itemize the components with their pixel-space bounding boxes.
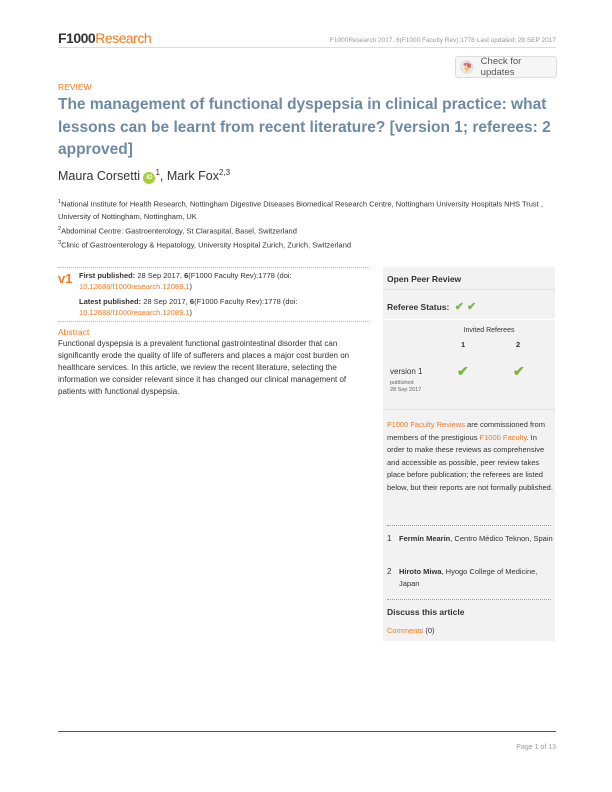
latest-published-citation: (F1000 Faculty Rev):1778 (doi: (194, 297, 298, 306)
authors-line: Maura Corsetti $iD^1$, Mark Fox$^{2,3}$ (58, 168, 231, 184)
panel-divider (383, 409, 555, 410)
referee-number: 2 (387, 567, 392, 576)
referee-number: 1 (387, 534, 392, 543)
version-tag: v1 (58, 271, 73, 286)
affiliation-text: National Institute for Health Research, Nottingham Digestive Diseases Biomedical Research Centre, Nottingham University Hospitals NHS Trust , University of Nottingham, Nottingham, UK (58, 199, 543, 221)
comments-count: (0) (425, 626, 435, 635)
faculty-reviews-link[interactable]: F1000 Faculty Reviews (387, 420, 465, 429)
referee-status-label: Referee Status: (387, 302, 450, 312)
latest-published-close: ) (189, 308, 193, 317)
f1000research-logo[interactable] (58, 30, 151, 46)
first-published-doi-link[interactable]: 10.12688/f1000research.12089.1 (79, 282, 190, 291)
first-published-citation: (F1000 Faculty Rev):1778 (doi: (188, 271, 292, 280)
version-1-label[interactable]: version 1 (390, 367, 423, 376)
comments (387, 626, 435, 635)
comments-link[interactable]: Comments (387, 626, 424, 635)
version-published-date (390, 380, 421, 394)
open-peer-review-title: Open Peer Review (387, 274, 462, 284)
publication-info (79, 270, 369, 322)
panel-divider (383, 319, 555, 320)
latest-published-volume: 6 (189, 297, 195, 306)
first-published-volume: 6 (184, 271, 189, 280)
peer-review-info (387, 419, 553, 494)
header-divider (58, 47, 556, 48)
affiliation-text: Clinic of Gastroenterology & Hepatology, University Hospital Zurich, Zurich, Switzerland (61, 240, 352, 250)
pubinfo-top-divider (58, 267, 370, 268)
approved-check-icon: ✔ (454, 301, 464, 313)
latest-published-date: 28 Sep 2017, (143, 297, 190, 306)
latest-published-label: Latest published: (79, 297, 142, 306)
referee-1-approved-icon[interactable]: ✔ (457, 363, 469, 379)
affiliation-text: Abdominal Centre: Gastroenterology, St Claraspital, Basel, Switzerland (61, 226, 297, 235)
discuss-title: Discuss this article (387, 607, 465, 617)
referee-column-2: 2 (516, 340, 521, 349)
author-affiliation-sup: 2,3 (218, 168, 231, 177)
crossmark-icon (460, 60, 474, 74)
invited-referees-label: Invited Referees (463, 327, 515, 334)
affiliation-item (58, 196, 558, 223)
page-number: Page 1 of 13 (516, 744, 556, 751)
referee-affiliation: , Centro Médico Teknon, Spain (450, 534, 553, 543)
faculty-link[interactable]: F1000 Faculty (479, 432, 527, 442)
referee-list-divider (387, 525, 551, 526)
info-text: are commissioned from members of the prestigious (387, 420, 545, 442)
latest-published (79, 296, 369, 318)
first-published-label: First published: (79, 271, 136, 280)
author-name[interactable]: Maura Corsetti (58, 169, 140, 184)
open-peer-review-panel (383, 267, 555, 641)
latest-published-doi-link[interactable]: 10.12688/f1000research.12089.1 (79, 308, 190, 317)
referee-status (387, 300, 476, 313)
referee-name[interactable]: Hiroto Miwa (399, 567, 442, 576)
referee-2-approved-icon[interactable]: ✔ (513, 363, 525, 379)
orcid-icon[interactable]: iD (143, 172, 155, 184)
published-label: published (390, 380, 414, 386)
info-text: . In order to make these reviews as comprehensive and accessible as possible, peer review takes place before publication; the referees are listed below, but their reports are not formally published. (387, 432, 553, 492)
header-citation: F1000Research 2017, 6(F1000 Faculty Rev):1778 Last updated: 28 SEP 2017 (329, 37, 556, 44)
logo-research: Research (95, 30, 152, 46)
approved-check-icon: ✔ (466, 301, 477, 313)
affiliations (58, 196, 558, 252)
pubinfo-bottom-divider (58, 321, 370, 322)
footer-divider (58, 731, 556, 732)
check-for-updates-button[interactable] (455, 56, 557, 78)
article-title: The management of functional dyspepsia in clinical practice: what lessons can be learnt from recent literature? [version 1; referees: 2 approved] (58, 96, 551, 158)
logo-f1000: F1000 (58, 30, 96, 46)
first-published-date: 28 Sep 2017, (137, 271, 185, 280)
affiliation-sup: 1 (58, 199, 62, 205)
panel-divider (383, 289, 555, 290)
author-name[interactable]: Mark Fox (166, 169, 219, 184)
abstract-text: Functional dyspepsia is a prevalent functional gastrointestinal disorder that can significantly erode the quality of life of sufferers and places a major cost burden on healthcare services. In this article, we review the recent literature, selecting the information we consider relevant since it has changed our clinical management of patients with functional dyspepsia. (58, 339, 350, 396)
author-affiliation-sup: 1 (155, 168, 160, 177)
affiliation-sup: 3 (58, 240, 62, 246)
article-type: REVIEW (58, 82, 92, 92)
affiliation-item (58, 223, 558, 238)
published-date: 28 Sep 2017 (390, 387, 422, 393)
referee-column-1: 1 (461, 340, 466, 349)
first-published-close: ) (189, 282, 193, 291)
check-for-updates-label: Check for updates (480, 56, 522, 78)
first-published (79, 270, 369, 292)
discuss-divider (387, 599, 551, 600)
referee-name[interactable]: Fermín Mearin (399, 534, 451, 543)
affiliation-item (58, 237, 558, 252)
affiliation-sup: 2 (58, 225, 62, 232)
page-header (58, 30, 556, 48)
abstract-heading: Abstract (58, 327, 90, 337)
referee-affiliation: , Hyogo College of Medicine, Japan (399, 567, 538, 588)
